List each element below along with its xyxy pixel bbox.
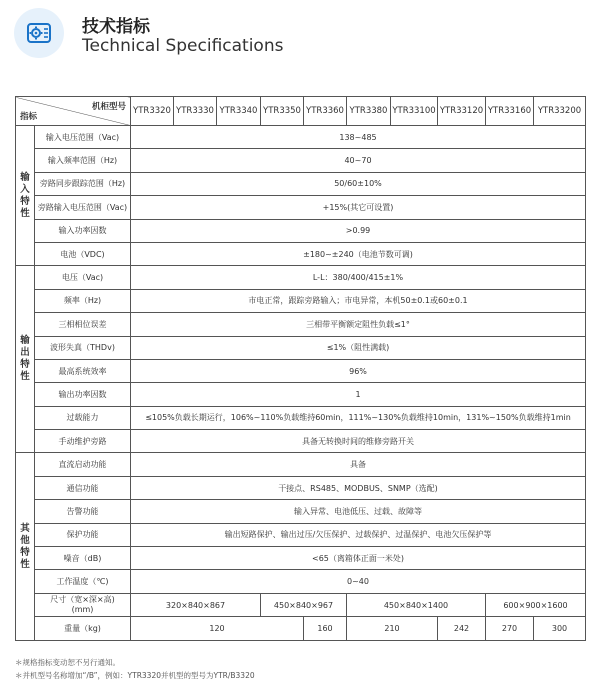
row-label: 工作温度（℃) xyxy=(35,570,131,593)
row-value: 输入异常、电池低压、过载、故障等 xyxy=(131,500,586,523)
footnote: ＊规格指标变动恕不另行通知。 xyxy=(15,658,120,667)
model-header: YTR3380 xyxy=(347,97,391,126)
model-header: YTR3320 xyxy=(131,97,174,126)
model-header: YTR33160 xyxy=(486,97,534,126)
header-row xyxy=(16,97,586,126)
model-header: YTR3330 xyxy=(174,97,217,126)
gear-chip-icon xyxy=(14,8,64,58)
row-label: 频率（Hz) xyxy=(35,289,131,312)
size-value: 600×900×1600 xyxy=(486,593,586,616)
row-label: 波形失真（THDv) xyxy=(35,336,131,359)
table-row xyxy=(16,523,586,546)
table-row xyxy=(16,570,586,593)
section-header xyxy=(14,8,584,64)
table-row xyxy=(16,500,586,523)
weight-value: 210 xyxy=(347,617,438,640)
table-row xyxy=(16,313,586,336)
spec-table xyxy=(15,96,586,641)
row-value: 96% xyxy=(131,359,586,382)
row-value: +15%(其它可设置) xyxy=(131,196,586,219)
model-header: YTR33100 xyxy=(391,97,438,126)
group-other: 其 他 特 性 xyxy=(16,453,35,640)
row-label: 通信功能 xyxy=(35,476,131,499)
row-value: L-L：380/400/415±1% xyxy=(131,266,586,289)
size-value: 320×840×867 xyxy=(131,593,261,616)
row-value: 138~485 xyxy=(131,126,586,149)
table-row xyxy=(16,266,586,289)
table-row xyxy=(16,406,586,429)
table-row xyxy=(16,172,586,195)
table-row xyxy=(16,359,586,382)
row-label: 电压（Vac) xyxy=(35,266,131,289)
table-row xyxy=(16,383,586,406)
row-label: 直流启动功能 xyxy=(35,453,131,476)
weight-value: 300 xyxy=(534,617,586,640)
model-header: YTR33200 xyxy=(534,97,586,126)
row-label: 输入频率范围（Hz) xyxy=(35,149,131,172)
row-value: 具备无转换时间的维修旁路开关 xyxy=(131,430,586,453)
row-value: 0~40 xyxy=(131,570,586,593)
weight-value: 242 xyxy=(438,617,486,640)
row-value: ≤1%（阻性满载) xyxy=(131,336,586,359)
table-row-weight xyxy=(16,617,586,640)
row-label: 输入功率因数 xyxy=(35,219,131,242)
row-label-size xyxy=(35,593,131,616)
group-output: 输 出 特 性 xyxy=(16,266,35,453)
table-row xyxy=(16,336,586,359)
size-value: 450×840×967 xyxy=(261,593,347,616)
row-label: 旁路输入电压范围（Vac) xyxy=(35,196,131,219)
table-row xyxy=(16,547,586,570)
row-value: 干接点、RS485、MODBUS、SNMP（选配) xyxy=(131,476,586,499)
row-label: 电池（VDC) xyxy=(35,242,131,265)
row-value: >0.99 xyxy=(131,219,586,242)
row-value: 具备 xyxy=(131,453,586,476)
table-row-size xyxy=(16,593,586,616)
table-row xyxy=(16,242,586,265)
size-label-line2: (mm) xyxy=(71,605,94,614)
row-value: 市电正常，跟踪旁路输入；市电异常，本机50±0.1或60±0.1 xyxy=(131,289,586,312)
row-label: 保护功能 xyxy=(35,523,131,546)
row-value: ≤105%负载长期运行，106%~110%负载维持60min，111%~130%负载维持10min，131%~150%负载维持1min xyxy=(131,406,586,429)
corner-index-label: 指标 xyxy=(20,112,38,122)
table-row xyxy=(16,476,586,499)
footnote: ＊并机型号名称增加“/B”，例如：YTR3320并机型的型号为YTR/B3320 xyxy=(15,671,255,680)
table-row xyxy=(16,289,586,312)
table-row xyxy=(16,126,586,149)
row-value: 50/60±10% xyxy=(131,172,586,195)
size-value: 450×840×1400 xyxy=(347,593,486,616)
row-label: 告警功能 xyxy=(35,500,131,523)
table-row xyxy=(16,430,586,453)
model-header: YTR3350 xyxy=(261,97,304,126)
title-english: Technical Specifications xyxy=(82,36,284,56)
footnotes xyxy=(15,656,255,682)
group-input: 输 入 特 性 xyxy=(16,126,35,266)
model-header: YTR33120 xyxy=(438,97,486,126)
corner-model-label: 机柜型号 xyxy=(91,102,126,112)
table-row xyxy=(16,149,586,172)
weight-value: 160 xyxy=(304,617,347,640)
model-header: YTR3340 xyxy=(217,97,261,126)
table-row xyxy=(16,219,586,242)
row-value: <65（离箱体正面一米处) xyxy=(131,547,586,570)
row-label: 手动维护旁路 xyxy=(35,430,131,453)
row-value: 40~70 xyxy=(131,149,586,172)
weight-value: 120 xyxy=(131,617,304,640)
row-value: 输出短路保护、输出过压/欠压保护、过载保护、过温保护、电池欠压保护等 xyxy=(131,523,586,546)
row-label: 输出功率因数 xyxy=(35,383,131,406)
table-row xyxy=(16,196,586,219)
row-label: 输入电压范围（Vac) xyxy=(35,126,131,149)
corner-cell xyxy=(16,97,131,126)
row-label: 最高系统效率 xyxy=(35,359,131,382)
row-label: 旁路同步跟踪范围（Hz) xyxy=(35,172,131,195)
row-label: 三相相位误差 xyxy=(35,313,131,336)
row-label: 过载能力 xyxy=(35,406,131,429)
row-label: 噪音（dB) xyxy=(35,547,131,570)
weight-value: 270 xyxy=(486,617,534,640)
row-value: ±180~±240（电池节数可调) xyxy=(131,242,586,265)
table-row xyxy=(16,453,586,476)
row-label-weight: 重量（kg) xyxy=(35,617,131,640)
size-label-line1: 尺寸（宽×深×高) xyxy=(50,595,115,604)
title-chinese: 技术指标 xyxy=(82,17,150,37)
row-value: 1 xyxy=(131,383,586,406)
row-value: 三相带平衡额定阻性负载≤1° xyxy=(131,313,586,336)
model-header: YTR3360 xyxy=(304,97,347,126)
